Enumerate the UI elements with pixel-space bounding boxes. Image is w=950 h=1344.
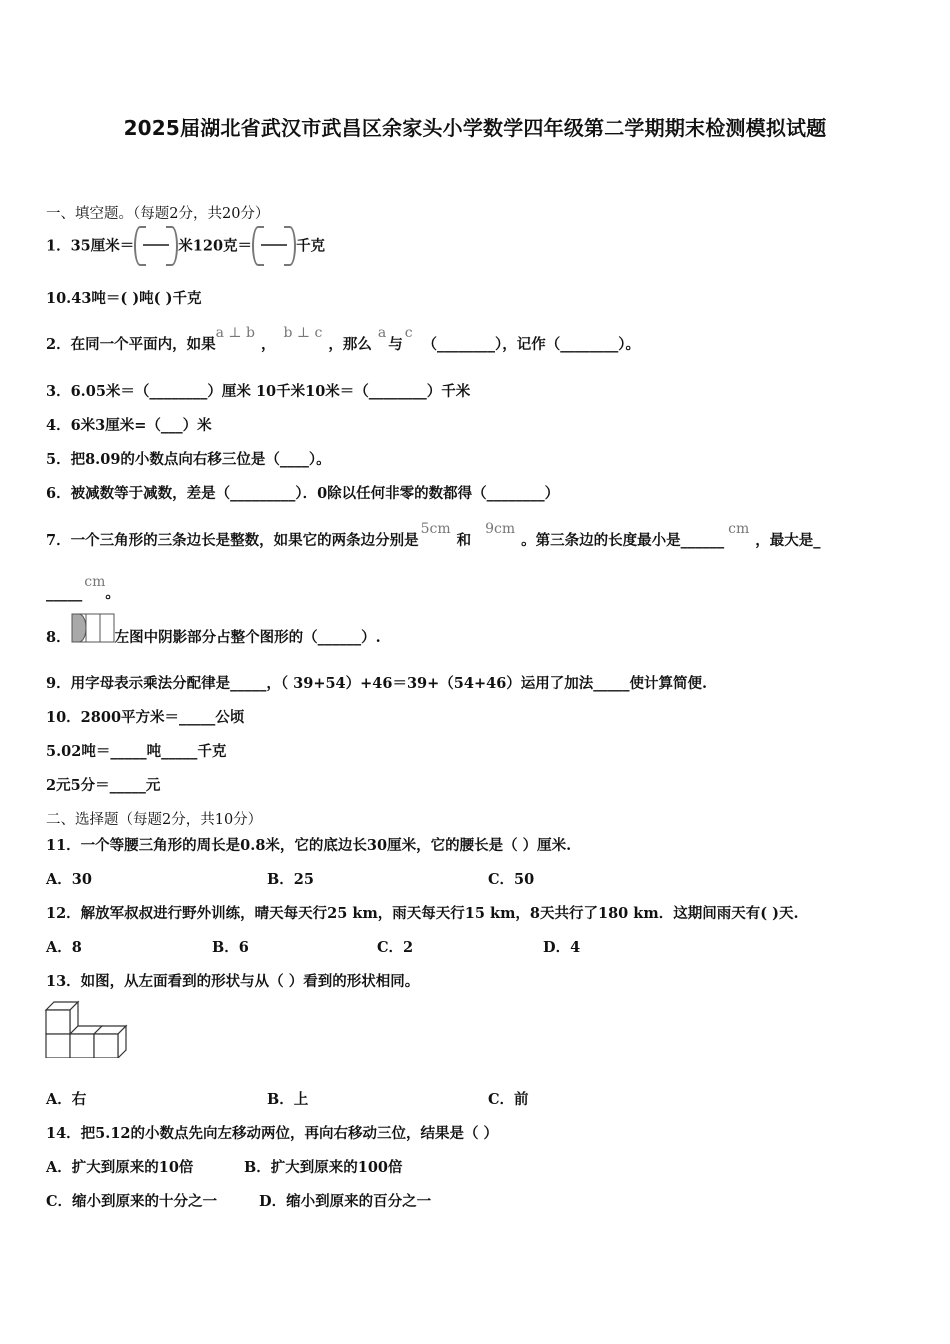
question-10-part-2: 5.02吨＝_____吨_____千克 — [46, 743, 227, 760]
q7-text-a: 7．一个三角形的三条边长是整数，如果它的两条边分别是 — [46, 532, 419, 549]
q11-option-c[interactable]: C．50 — [488, 871, 535, 888]
q1-text-c: 千克 — [296, 237, 326, 255]
q7-text-b: 和 — [456, 532, 472, 549]
math-9cm: 9cm — [485, 521, 516, 537]
q11-option-b[interactable]: B．25 — [267, 871, 314, 888]
q14-option-b[interactable]: B．扩大到原来的100倍 — [244, 1159, 403, 1176]
question-2 — [46, 325, 641, 354]
question-11: 11．一个等腰三角形的周长是0.8米，它的底边长30厘米，它的腰长是（ ）厘米. — [46, 837, 572, 854]
q14-option-c[interactable]: C．缩小到原来的十分之一 — [46, 1193, 218, 1210]
cube-stack-figure — [44, 998, 136, 1058]
q7-text-c: 。第三条边的长度最小是______ — [521, 532, 725, 549]
q12-option-a[interactable]: A．8 — [46, 939, 82, 956]
question-8 — [46, 626, 381, 647]
question-7-continued — [46, 574, 120, 603]
math-5cm: 5cm — [420, 521, 451, 537]
q11-option-a[interactable]: A．30 — [46, 871, 92, 888]
q2-text-c: ，那么 — [328, 336, 372, 353]
q1-text-b: 米120克＝ — [178, 237, 253, 255]
q12-option-b[interactable]: B．6 — [212, 939, 249, 956]
math-a: a — [377, 325, 387, 341]
math-cm-1: cm — [728, 521, 750, 537]
question-14: 14．把5.12的小数点先向左移动两位，再向右移动三位，结果是（ ） — [46, 1125, 499, 1142]
q2-text-d: 与 — [388, 336, 403, 353]
math-c: c — [404, 325, 413, 341]
math-cm-2: cm — [84, 574, 106, 590]
q12-option-d[interactable]: D．4 — [543, 939, 581, 956]
section-fill-blank-heading: 一、填空题。（每题2分，共20分） — [46, 206, 270, 222]
q12-option-c[interactable]: C．2 — [377, 939, 414, 956]
q14-option-a[interactable]: A．扩大到原来的10倍 — [46, 1159, 194, 1176]
shaded-rectangle-figure — [71, 613, 115, 643]
section-choice-heading: 二、选择题（每题2分，共10分） — [46, 812, 263, 828]
q7-text-f: 。 — [105, 585, 120, 602]
page-title: 2025届湖北省武汉市武昌区余家头小学数学四年级第二学期期末检测模拟试题 — [123, 116, 827, 140]
math-a-perp-b: a ⊥ b — [215, 325, 255, 341]
q8-text: 左图中阴影部分占整个图形的（______）. — [114, 629, 381, 646]
question-13: 13．如图，从左面看到的形状与从（ ）看到的形状相同。 — [46, 973, 420, 990]
question-1-part-2: 10.43吨＝( )吨( )千克 — [46, 290, 202, 307]
math-b-perp-c: b ⊥ c — [283, 325, 323, 341]
q2-text-b: ， — [260, 336, 276, 353]
question-10: 10．2800平方米＝_____公顷 — [46, 709, 245, 726]
question-5: 5．把8.09的小数点向右移三位是（____）。 — [46, 451, 331, 468]
fraction-blank-1[interactable] — [134, 226, 178, 264]
question-3: 3．6.05米＝（________）厘米 10千米10米＝（________）千米 — [46, 383, 471, 400]
question-9: 9．用字母表示乘法分配律是_____，（ 39+54）+46＝39+（54+46）运用了加法_____使计算简便. — [46, 675, 708, 692]
q7-text-d: ，最大是_ — [755, 532, 821, 549]
q14-option-d[interactable]: D．缩小到原来的百分之一 — [259, 1193, 432, 1210]
q8-number: 8． — [46, 629, 71, 646]
q13-option-c[interactable]: C．前 — [488, 1091, 529, 1108]
q2-text-e: （________），记作（________）。 — [422, 336, 641, 353]
question-10-part-3: 2元5分＝_____元 — [46, 777, 161, 794]
q13-option-b[interactable]: B．上 — [267, 1091, 309, 1108]
fraction-blank-2[interactable] — [252, 226, 296, 264]
q7-text-e: _____ — [46, 585, 83, 602]
question-12: 12．解放军叔叔进行野外训练，晴天每天行25 km，雨天每天行15 km，8天共行了180 km．这期间雨天有( )天. — [46, 905, 799, 922]
q2-text-a: 2．在同一个平面内，如果 — [46, 336, 216, 353]
question-4: 4．6米3厘米=（___）米 — [46, 417, 212, 434]
q1-text-a: 1．35厘米＝ — [46, 237, 135, 255]
question-6: 6．被减数等于减数，差是（_________）．0除以任何非零的数都得（________） — [46, 485, 560, 502]
question-7 — [46, 521, 821, 550]
q13-option-a[interactable]: A．右 — [46, 1091, 87, 1108]
question-1 — [46, 226, 325, 264]
